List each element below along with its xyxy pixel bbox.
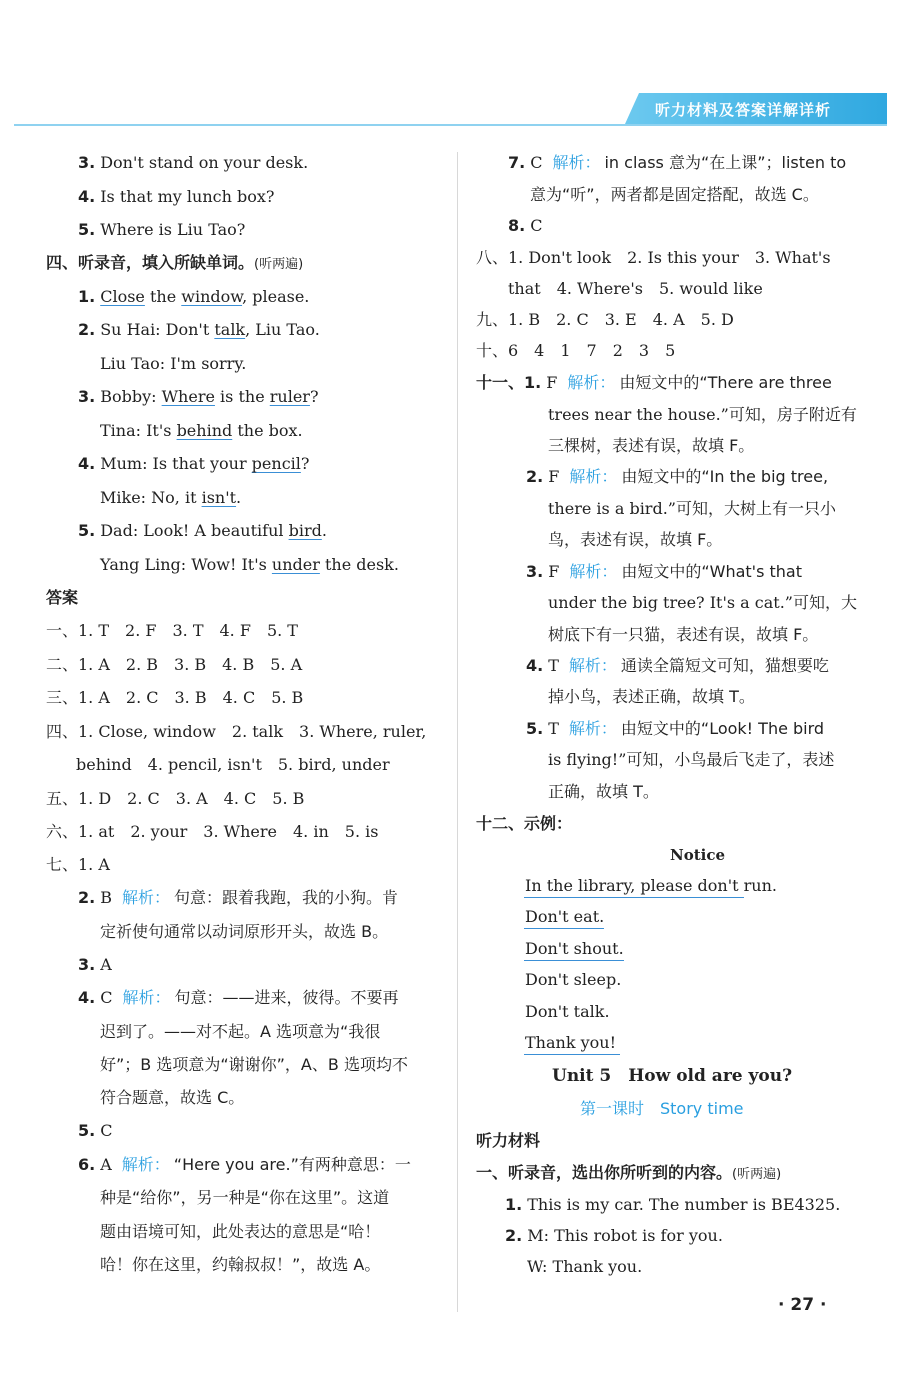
notice-line: Don't talk. — [525, 1002, 610, 1021]
answer-explained: 2. B 解析： 句意：跟着我跑，我的小狗。肯 — [78, 888, 399, 907]
header-rule — [14, 124, 887, 126]
answer-explained: 十一、1. F 解析： 由短文中的“There are three — [476, 373, 832, 392]
section-1-title: 一、听录音，选出你所听到的内容。(听两遍) — [476, 1163, 782, 1182]
column-divider — [457, 152, 458, 1312]
listen-item: 3. Don't stand on your desk. — [78, 153, 309, 172]
explanation-line: 正确，故填 T。 — [548, 782, 659, 801]
explanation-line: 好”；B 选项意为“谢谢你”，A、B 选项均不 — [100, 1055, 408, 1074]
notice-line: In the library, please don't run. — [525, 876, 777, 895]
listening-title: 听力材料 — [476, 1131, 541, 1150]
answer-row: 六、1. at 2. your 3. Where 4. in 5. is — [46, 822, 379, 841]
answer-explained: 6. A 解析： “Here you are.”有两种意思：一 — [78, 1155, 411, 1174]
answer-row: behind 4. pencil, isn't 5. bird, under — [76, 755, 390, 774]
explanation-line: 意为“听”，两者都是固定搭配，故选 C。 — [530, 185, 819, 204]
explanation-line: 哈！你在这里，约翰叔叔！”，故选 A。 — [100, 1255, 381, 1274]
explanation-line: 掉小鸟，表述正确，故填 T。 — [548, 687, 755, 706]
notice-underline — [524, 928, 604, 929]
explanation-line: trees near the house.”可知，房子附近有 — [548, 405, 857, 424]
answer-row: 四、1. Close, window 2. talk 3. Where, ruler, — [46, 722, 427, 741]
answer-explained: 5. T 解析： 由短文中的“Look! The bird — [526, 719, 825, 738]
fill-q5: 5. Dad: Look! A beautiful bird. — [78, 521, 327, 540]
listen-item: 4. Is that my lunch box? — [78, 187, 275, 206]
answer-row: that 4. Where's 5. would like — [508, 279, 763, 298]
answer-explained: 7. C 解析： in class 意为“在上课”；listen to — [508, 153, 847, 172]
page-number: · 27 · — [778, 1295, 827, 1315]
explanation-line: 符合题意，故选 C。 — [100, 1088, 245, 1107]
listen-item: 5. Where is Liu Tao? — [78, 220, 246, 239]
fill-q3: 3. Bobby: Where is the ruler? — [78, 387, 319, 406]
fill-q2: 2. Su Hai: Don't talk, Liu Tao. — [78, 320, 320, 339]
notice-line: Thank you! — [525, 1033, 617, 1052]
fill-q2-line2: Liu Tao: I'm sorry. — [100, 354, 247, 373]
answer-item: 3. A — [78, 955, 112, 974]
answer-item: 8. C — [508, 216, 543, 235]
listen-item: 2. M: This robot is for you. — [505, 1226, 723, 1245]
answer-row: 九、1. B 2. C 3. E 4. A 5. D — [476, 310, 734, 329]
notice-underline — [524, 1054, 620, 1055]
answer-row: 二、1. A 2. B 3. B 4. B 5. A — [46, 655, 303, 674]
answer-explained: 3. F 解析： 由短文中的“What's that — [526, 562, 802, 581]
answer-row: 五、1. D 2. C 3. A 4. C 5. B — [46, 789, 305, 808]
unit-title: Unit 5 How old are you? — [552, 1066, 793, 1086]
answer-explained: 4. C 解析： 句意：——进来，彼得。不要再 — [78, 988, 399, 1007]
fill-q5-line2: Yang Ling: Wow! It's under the desk. — [100, 555, 399, 574]
notice-line: Don't eat. — [525, 907, 605, 926]
header-title: 听力材料及答案详解详析 — [655, 101, 832, 119]
listen-item: 1. This is my car. The number is BE4325. — [505, 1195, 841, 1214]
explanation-line: 题由语境可知，此处表达的意思是“哈！ — [100, 1222, 381, 1241]
listen-item-line2: W: Thank you. — [527, 1257, 643, 1276]
explanation-line: is flying!”可知，小鸟最后飞走了，表述 — [548, 750, 835, 769]
fill-q4: 4. Mum: Is that your pencil? — [78, 454, 310, 473]
answer-item: 5. C — [78, 1121, 113, 1140]
section-12-title: 十二、示例： — [476, 814, 573, 833]
section-4-title: 四、听录音，填入所缺单词。(听两遍) — [46, 253, 304, 272]
explanation-line: 迟到了。——对不起。A 选项意为“我很 — [100, 1022, 381, 1041]
notice-underline — [524, 960, 624, 961]
explanation-line: 定祈使句通常以动词原形开头，故选 B。 — [100, 922, 389, 941]
lesson-title: 第一课时 Story time — [580, 1099, 744, 1118]
answer-explained: 2. F 解析： 由短文中的“In the big tree, — [526, 467, 829, 486]
fill-q1: 1. Close the window, please. — [78, 287, 310, 306]
answers-title: 答案 — [46, 588, 79, 607]
explanation-line: 三棵树，表述有误，故填 F。 — [548, 436, 755, 455]
notice-underline — [524, 897, 744, 898]
fill-q4-line2: Mike: No, it isn't. — [100, 488, 242, 507]
notice-title: Notice — [670, 846, 726, 864]
answer-row: 八、1. Don't look 2. Is this your 3. What's — [476, 248, 831, 267]
notice-line: Don't sleep. — [525, 970, 622, 989]
explanation-line: 树底下有一只猫，表述有误，故填 F。 — [548, 625, 819, 644]
fill-q3-line2: Tina: It's behind the box. — [100, 421, 303, 440]
explanation-line: there is a bird.”可知，大树上有一只小 — [548, 499, 836, 518]
explanation-line: 鸟，表述有误，故填 F。 — [548, 530, 723, 549]
answer-row: 三、1. A 2. C 3. B 4. C 5. B — [46, 688, 304, 707]
answer-explained: 4. T 解析： 通读全篇短文可知，猫想要吃 — [526, 656, 829, 675]
notice-line: Don't shout. — [525, 939, 624, 958]
answer-row: 十、6 4 1 7 2 3 5 — [476, 341, 676, 360]
answer-row: 七、1. A — [46, 855, 110, 874]
explanation-line: under the big tree? It's a cat.”可知，大 — [548, 593, 857, 612]
explanation-line: 种是“给你”，另一种是“你在这里”。这道 — [100, 1188, 390, 1207]
answer-row: 一、1. T 2. F 3. T 4. F 5. T — [46, 621, 298, 640]
